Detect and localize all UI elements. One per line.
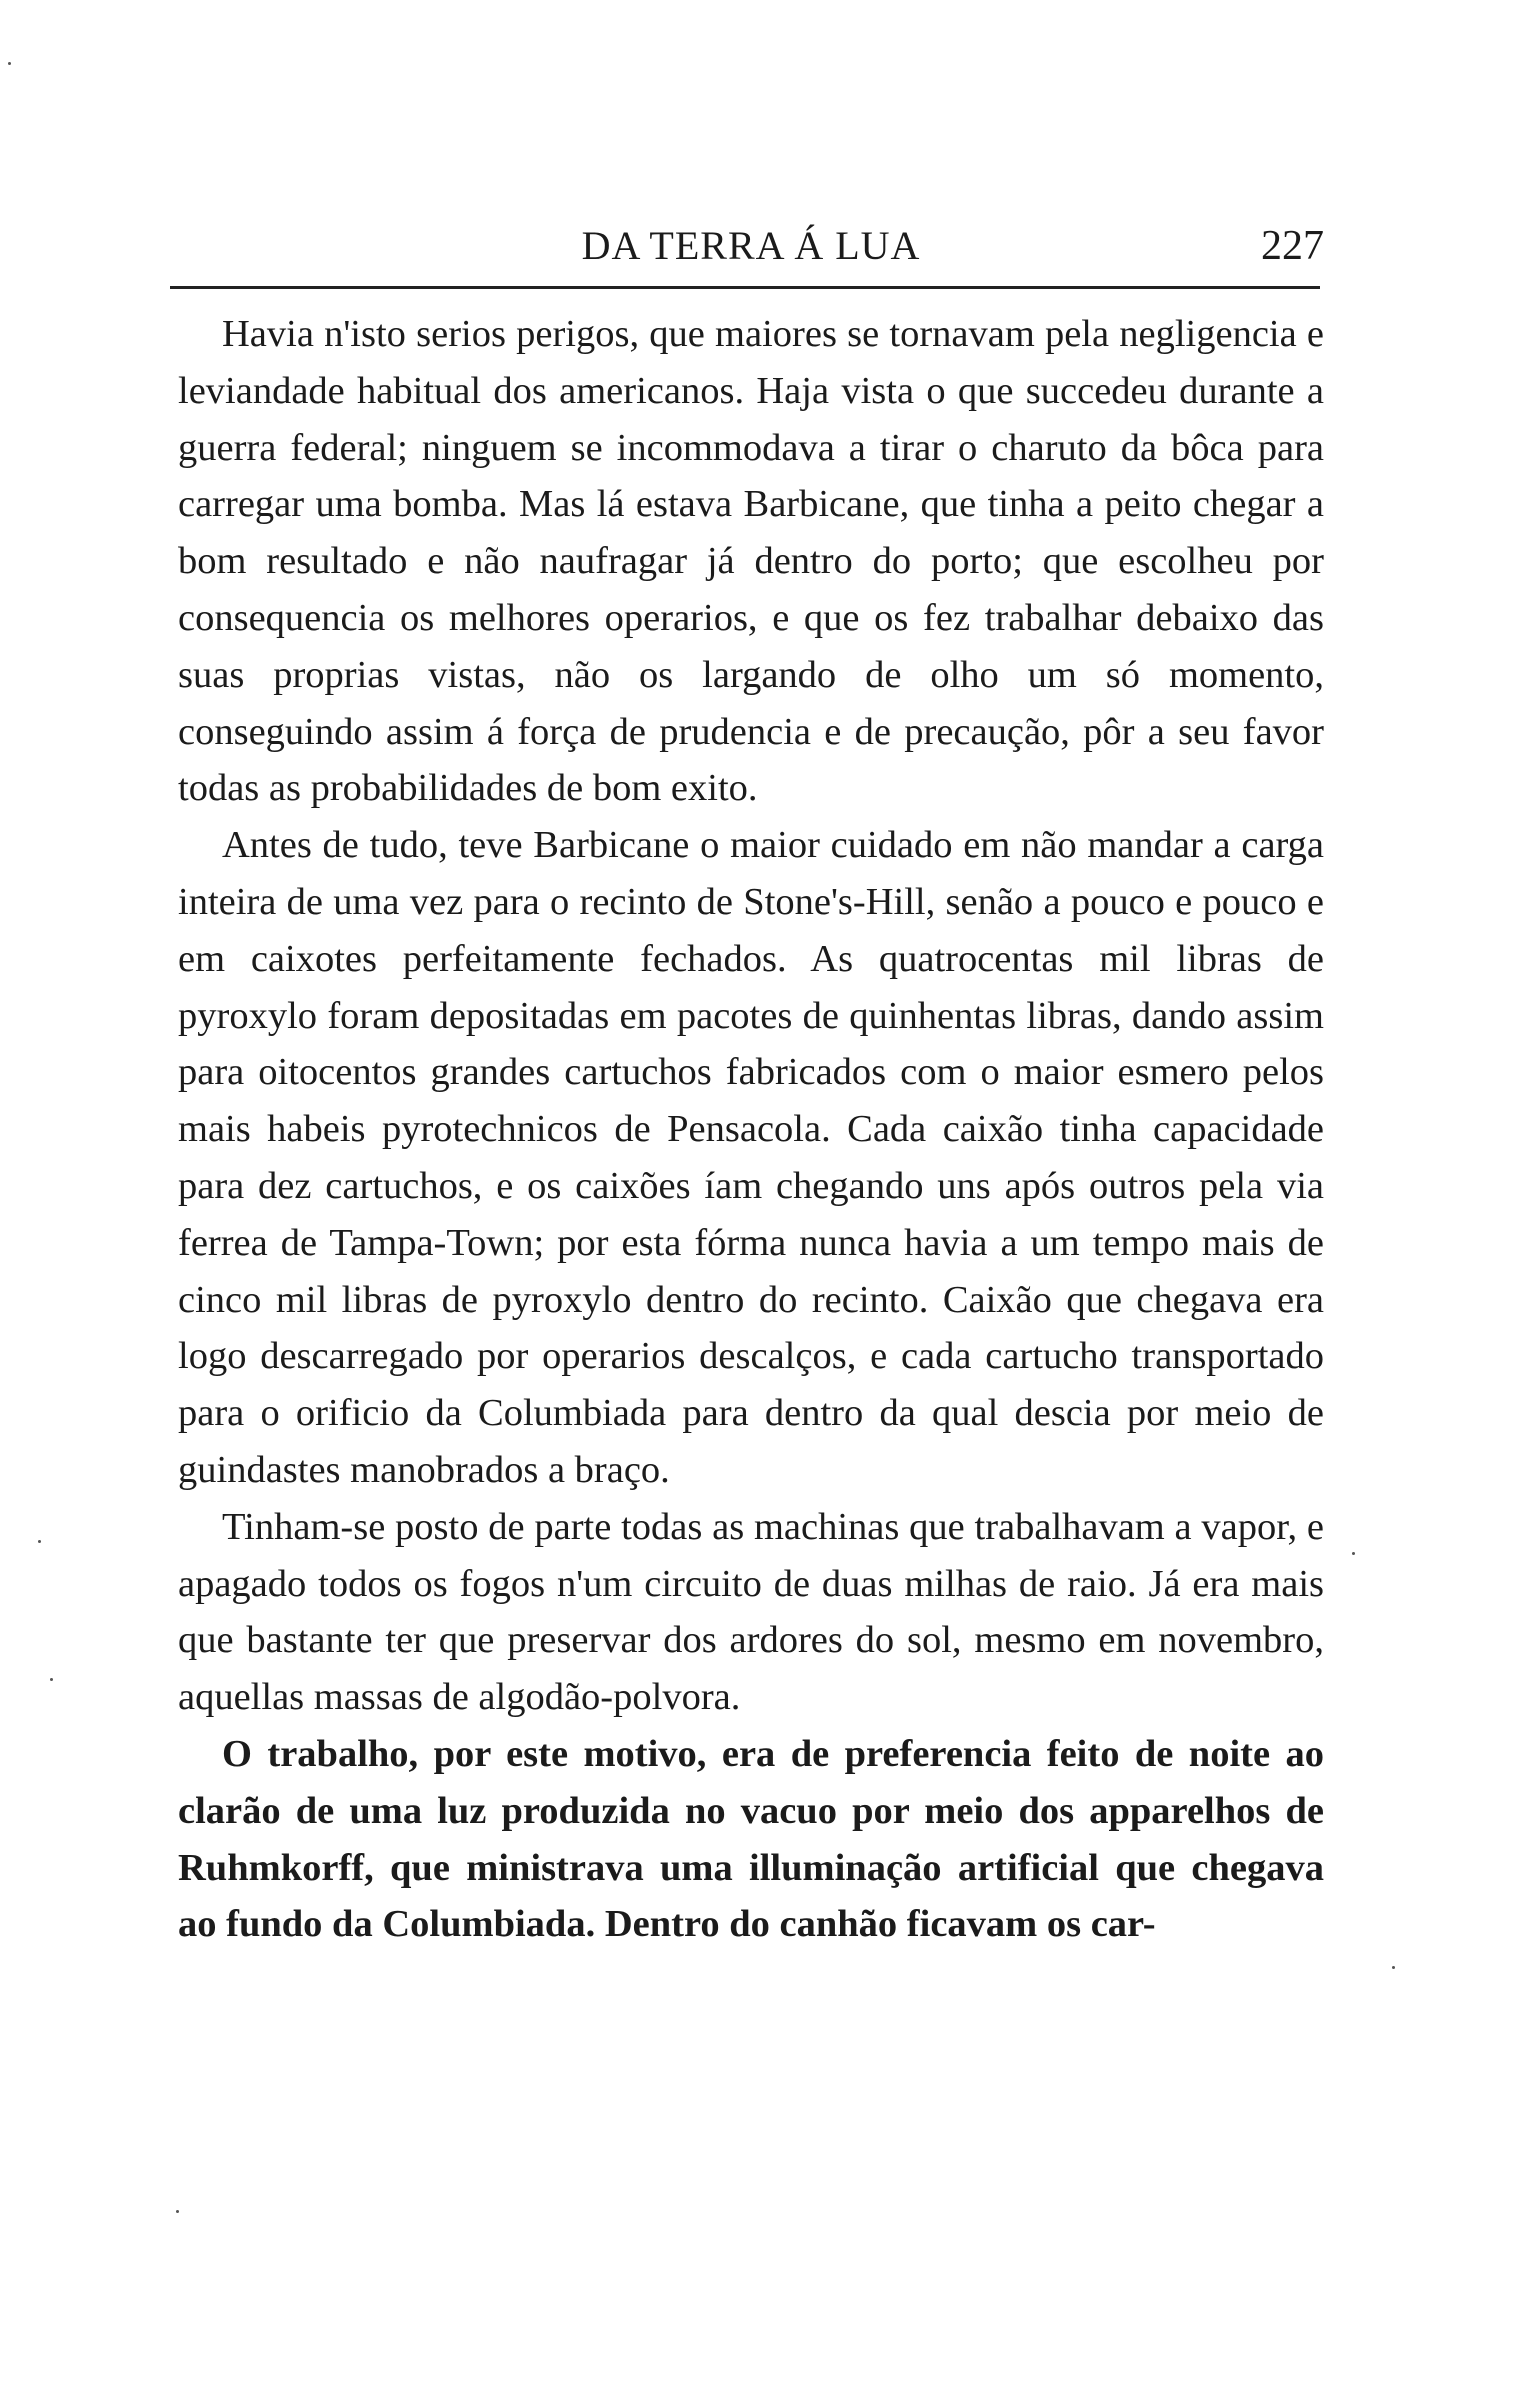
scan-speck — [50, 1678, 53, 1681]
scan-speck — [176, 2210, 179, 2213]
page-body — [178, 306, 1324, 1953]
page-number: 227 — [1261, 223, 1324, 269]
scan-speck — [38, 1540, 41, 1543]
header-rule — [170, 286, 1320, 289]
paragraph: Tinham-se posto de parte todas as machinas que trabalhavam a vapor, e apagado todos os fogos n'um circuito de duas milhas de raio. Já era mais que bastante ter que preservar dos ardores do sol, mesmo em novembro, aquellas massas de algodão-polvora. — [178, 1505, 1324, 1719]
running-header — [178, 218, 1324, 274]
scan-speck — [1392, 1966, 1395, 1969]
paragraph: Antes de tudo, teve Barbicane o maior cuidado em não mandar a carga inteira de uma vez para o recinto de Stone's-Hill, senão a pouco e pouco e em caixotes perfeitamente fechados. As quatrocentas mil libras de pyroxylo foram depositadas em pacotes de quinhentas libras, dando assim para oitocentos grandes cartuchos fabricados com o maior esmero pelos mais habeis pyrotechnicos de Pensacola. Cada caixão tinha capacidade para dez cartuchos, e os caixões íam chegando uns após outros pela via ferrea de Tampa-Town; por esta fórma nunca havia a um tempo mais de cinco mil libras de pyroxylo dentro do recinto. Caixão que chegava era logo descarregado por operarios descalços, e cada cartucho transportado para o orificio da Columbiada para dentro da qual descia por meio de guindastes manobrados a braço. — [178, 824, 1324, 1491]
paragraph: Havia n'isto serios perigos, que maiores se tornavam pela negligencia e leviandade habitual dos americanos. Haja vista o que succedeu durante a guerra federal; ninguem se incommodava a tirar o charuto da bôca para carregar uma bomba. Mas lá estava Barbicane, que tinha a peito chegar a bom resultado e não naufragar já dentro do porto; que escolheu por consequencia os melhores operarios, e que os fez trabalhar debaixo das suas proprias vistas, não os largando de olho um só momento, conseguindo assim á força de prudencia e de precaução, pôr a seu favor todas as probabilidades de bom exito. — [178, 313, 1324, 810]
paragraph: O trabalho, por este motivo, era de preferencia feito de noite ao clarão de uma luz produzida no vacuo por meio dos apparelhos de Ruhmkorff, que ministrava uma illuminação artificial que chegava ao fundo da Columbiada. Dentro do canhão ficavam os car- — [178, 1732, 1324, 1946]
running-title: DA TERRA Á LUA — [581, 223, 921, 268]
scan-speck — [8, 62, 11, 65]
scan-speck — [1352, 1552, 1355, 1555]
